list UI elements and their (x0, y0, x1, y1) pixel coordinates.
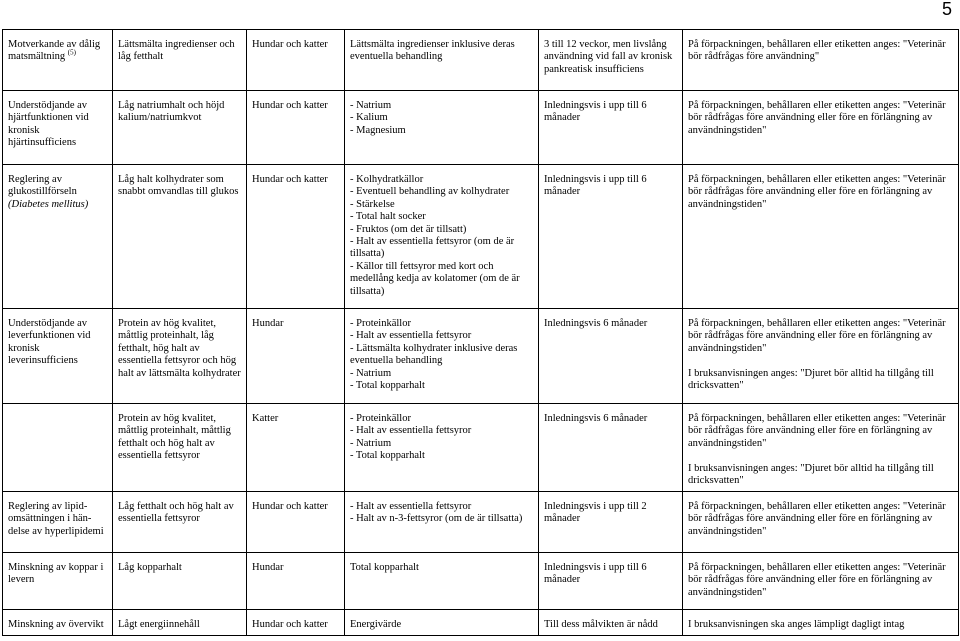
labelling-cell: På förpackningen, behållaren eller etiketten anges: "Veterinär bör rådfrågas före användning eller före en förlängning av användningstiden" (683, 553, 959, 610)
labelling-cell: På förpackningen, behållaren eller etiketten anges: "Veterinär bör rådfrågas före användning eller före en förlängning av användningstiden" (683, 492, 959, 553)
duration-cell: Till dess målvikten är nådd (539, 610, 683, 636)
species-cell: Hundar och katter (247, 492, 345, 553)
components-cell: - Kolhydratkällor - Eventuell behandling av kolhydrater - Stärkelse - Total halt socker - Fruktos (om det är tillsatt) - Halt av essentiella fettsyror (om de är tillsatta) - Källor till fettsyror med kort och medellång kedja av kolatomer (om de är tillsatta) (345, 165, 539, 309)
species-cell: Katter (247, 404, 345, 492)
duration-cell: Inledningsvis i upp till 6 månader (539, 165, 683, 309)
condition-cell: Minskning av koppar i levern (3, 553, 113, 610)
condition-cell: Motverkande av dålig matsmältning $^{(5)}$ (3, 30, 113, 91)
species-cell: Hundar och katter (247, 165, 345, 309)
components-cell: - Natrium - Kalium - Magnesium (345, 91, 539, 165)
components-cell: Lättsmälta ingredienser inklusive deras eventuella behandling (345, 30, 539, 91)
duration-cell: Inledningsvis i upp till 2 månader (539, 492, 683, 553)
species-cell: Hundar (247, 309, 345, 404)
species-cell: Hundar och katter (247, 91, 345, 165)
condition-cell: Understödjande av hjärtfunktionen vid kronisk hjärtinsufficiens (3, 91, 113, 165)
table-row (3, 404, 959, 492)
components-cell: Energivärde (345, 610, 539, 636)
characteristics-cell: Protein av hög kvalitet, måttlig proteinhalt, måttlig fetthalt och hög halt av essentiella fettsyror (113, 404, 247, 492)
labelling-cell: På förpackningen, behållaren eller etiketten anges: "Veterinär bör rådfrågas före användning eller före en förlängning av användningstiden" (683, 91, 959, 165)
labelling-cell: På förpackningen, behållaren eller etiketten anges: "Veterinär bör rådfrågas före användning eller före en förlängning av användningstiden" I bruksanvisningen anges: "Djuret bör alltid ha tillgång till dricksvatten" (683, 309, 959, 404)
duration-cell: Inledningsvis 6 månader (539, 404, 683, 492)
table-row (3, 610, 959, 636)
components-cell: - Proteinkällor - Halt av essentiella fettsyror - Lättsmälta kolhydrater inklusive deras eventuella behandling - Natrium - Total kopparhalt (345, 309, 539, 404)
species-cell: Hundar (247, 553, 345, 610)
table-row (3, 309, 959, 404)
condition-cell: Understödjande av leverfunktionen vid kronisk leverinsufficiens (3, 309, 113, 404)
table-row (3, 492, 959, 553)
condition-note: (Diabetes mellitus) (8, 198, 89, 210)
table-row (3, 553, 959, 610)
species-cell: Hundar och katter (247, 30, 345, 91)
components-cell: Total kopparhalt (345, 553, 539, 610)
duration-cell: Inledningsvis 6 månader (539, 309, 683, 404)
characteristics-cell: Låg natriumhalt och höjd kalium/natriumkvot (113, 91, 247, 165)
page-number: 5 (941, 0, 952, 19)
condition-cell: Reglering av lipid-omsättningen i hän-delse av hyperlipidemi (3, 492, 113, 553)
duration-cell: Inledningsvis i upp till 6 månader (539, 91, 683, 165)
labelling-cell: I bruksanvisningen ska anges lämpligt dagligt intag (683, 610, 959, 636)
characteristics-cell: Protein av hög kvalitet, måttlig proteinhalt, låg fetthalt, hög halt av essentiella fettsyror och hög halt av lättsmälta kolhydrater (113, 309, 247, 404)
components-cell: - Halt av essentiella fettsyror - Halt av n-3-fettsyror (om de är tillsatta) (345, 492, 539, 553)
footnote-ref: (5) (67, 48, 76, 57)
components-cell: - Proteinkällor - Halt av essentiella fettsyror - Natrium - Total kopparhalt (345, 404, 539, 492)
duration-cell: Inledningsvis i upp till 6 månader (539, 553, 683, 610)
condition-cell: Minskning av övervikt (3, 610, 113, 636)
duration-cell: 3 till 12 veckor, men livslång användning vid fall av kronisk pankreatisk insufficiens (539, 30, 683, 91)
dietary-purposes-table (2, 29, 959, 636)
characteristics-cell: Låg fetthalt och hög halt av essentiella fettsyror (113, 492, 247, 553)
species-cell: Hundar och katter (247, 610, 345, 636)
table-row (3, 91, 959, 165)
condition-cell (3, 404, 113, 492)
condition-cell: Reglering av glukostillförseln (Diabetes mellitus) (3, 165, 113, 309)
labelling-cell: På förpackningen, behållaren eller etiketten anges: "Veterinär bör rådfrågas före användning eller före en förlängning av användningstiden" (683, 165, 959, 309)
labelling-cell: På förpackningen, behållaren eller etiketten anges: "Veterinär bör rådfrågas före användning eller före en förlängning av användningstiden" I bruksanvisningen anges: "Djuret bör alltid ha tillgång till dricksvatten" (683, 404, 959, 492)
characteristics-cell: Lågt energiinnehåll (113, 610, 247, 636)
characteristics-cell: Låg halt kolhydrater som snabbt omvandlas till glukos (113, 165, 247, 309)
characteristics-cell: Lättsmälta ingredienser och låg fetthalt (113, 30, 247, 91)
characteristics-cell: Låg kopparhalt (113, 553, 247, 610)
labelling-cell: På förpackningen, behållaren eller etiketten anges: "Veterinär bör rådfrågas före användning" (683, 30, 959, 91)
table-row (3, 30, 959, 91)
table-row (3, 165, 959, 309)
